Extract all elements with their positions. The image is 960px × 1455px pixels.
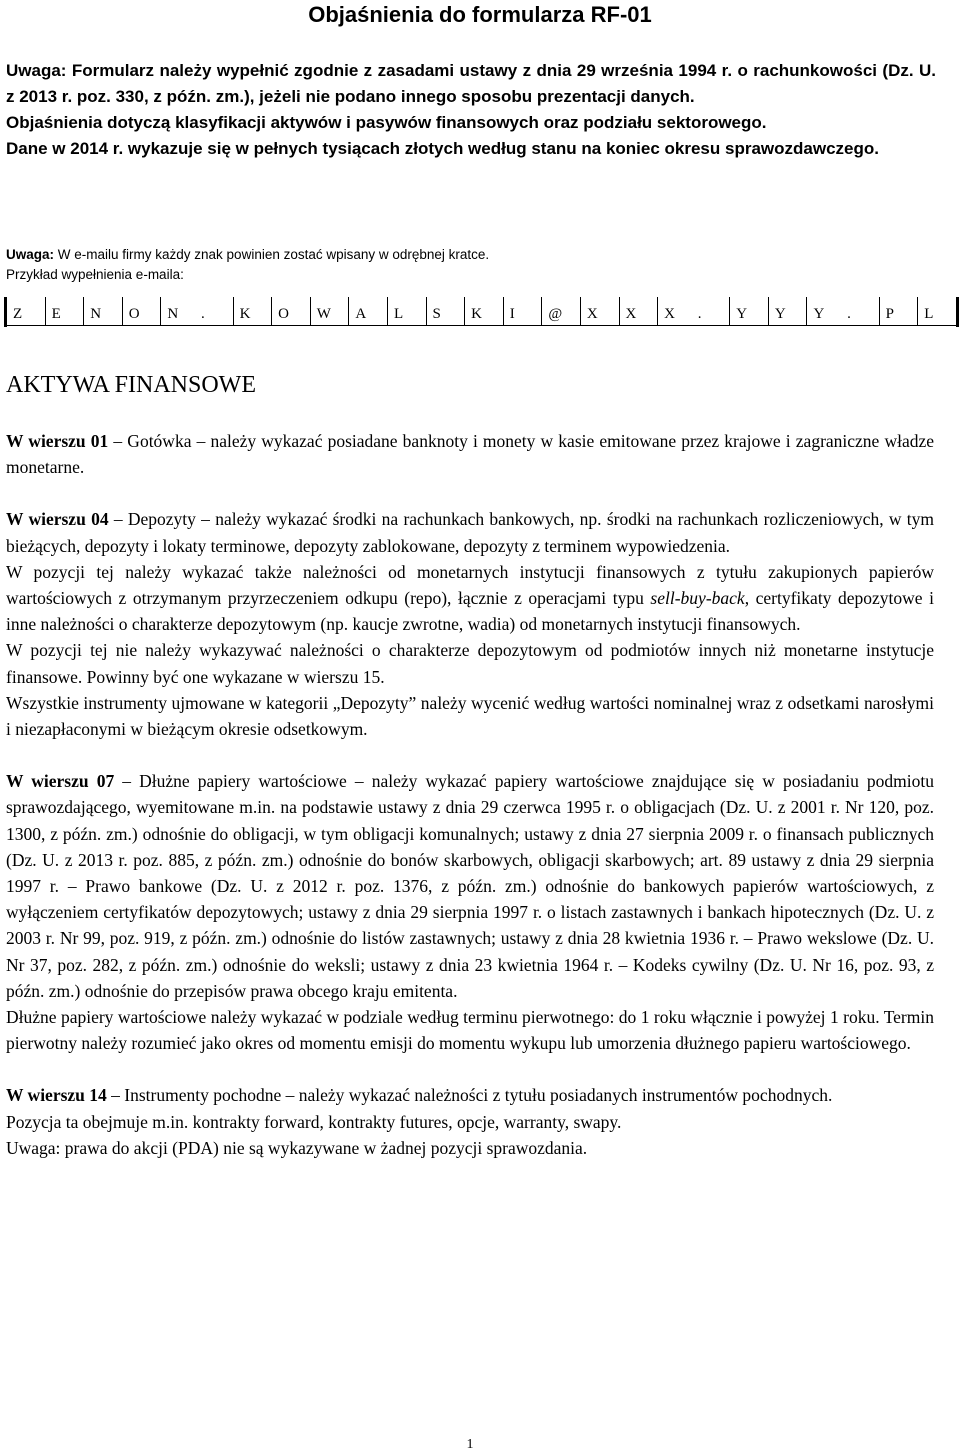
intro-paragraph: Objaśnienia dotyczą klasyfikacji aktywów i pasywów finansowych oraz podziału sektorowego. [6,113,767,132]
paragraph-row-07 [6,768,934,1004]
paragraph-row-01 [6,428,934,480]
row-text: – Depozyty – należy wykazać środki na rachunkach bankowych, np. środki na rachunkach rozliczeniowych, w tym bieżących, depozyty i lokaty terminowe, depozyty zablokowane, depozyty z terminem wypowiedzenia. [6,509,934,556]
note-label: Uwaga: [6,247,55,262]
email-char-cell: K [233,297,272,326]
email-example-grid [4,297,959,327]
email-char-cell: . [845,297,879,326]
paragraph-text: W pozycji tej należy wykazać także należności od monetarnych instytucji finansowych z tytułu zakupionych papierów wartościowych z otrzymanym przyrzeczeniem odkupu (repo), łącznie z operacjami typu [6,561,934,609]
email-char-cell: K [464,297,503,326]
email-char-cell: A [348,297,387,326]
paragraph: Wszystkie instrumenty ujmowane w kategorii „Depozyty” należy wycenić według wartości nominalnej wraz z odsetkami narosłymi i niezapłaconymi w bieżącym okresie odsetkowym. [6,692,934,740]
paragraph-text: , certyfikaty depozytowe i inne należności o charakterze depozytowym (np. kaucje zwrotne, wadia) od monetarnych instytucji finansowych. [6,588,934,635]
note-text: W e-mailu firmy każdy znak powinien zostać wpisany w odrębnej kratce. [54,247,490,262]
row-lead: W wierszu 04 [6,509,109,530]
email-char-cell: X [657,297,696,326]
row-lead: W wierszu 07 [6,771,115,792]
paragraph-row-14 [6,1082,934,1108]
paragraph: Pozycja ta obejmuje m.in. kontrakty forward, kontrakty futures, opcje, warranty, swapy. [6,1111,622,1132]
row-lead: W wierszu 14 [6,1085,107,1106]
email-note [6,245,936,285]
email-char-cell: Y [729,297,768,326]
email-char-cell: N [160,297,199,326]
section-heading: AKTYWA FINANSOWE [6,372,256,398]
page-title: Objaśnienia do formularza RF-01 [308,2,652,27]
row-lead: W wierszu 01 [6,431,109,451]
email-char-cell: L [387,297,426,326]
paragraph [6,559,934,638]
email-char-cell: W [310,297,349,326]
paragraph: W pozycji tej nie należy wykazywać należności o charakterze depozytowym od podmiotów innych niż monetarne instytucje finansowe. Powinny być one wykazane w wierszu 15. [6,640,934,687]
email-char-cell: S [426,297,465,326]
row-text: – Dłużne papiery wartościowe – należy wykazać papiery wartościowe znajdujące się w posiadaniu podmiotu sprawozdającego, wyemitowane m.in. na podstawie ustawy z dnia 29 czerwca 1995 r. o obligacjach (Dz. U. z 2001 r. Nr 120, poz. 1300, z późn. zm.) odnośnie do obligacji, w tym obligacji komunalnych; ustawy z dnia 27 sierpnia 2009 r. o finansach publicznych (Dz. U. z 2013 r. poz. 885, z późn. zm.) odnośnie do bonów skarbowych, obligacji skarbowych; art. 89 ustawy z dnia 29 sierpnia 1997 r. – Prawo bankowe (Dz. U. z 2012 r. poz. 1376, z późn. zm.) odnośnie do bankowych papierów wartościowych, z wyłączeniem certyfikatów depozytowych; ustawy z dnia 29 sierpnia 1997 r. o listach zastawnych i bankach hipotecznych (Dz. U. z 2003 r. Nr 99, poz. 919, z późn. zm.) odnośnie do listów zastawnych; ustawy z dnia 28 kwietnia 1936 r. – Prawo wekslowe (Dz. U. Nr 37, poz. 282, z późn. zm.) odnośnie do weksli; ustawy z dnia 23 kwietnia 1964 r. – Kodeks cywilny (Dz. U. Nr 16, poz. 93, z późn. zm.) odnośnie do przepisów prawa obcego kraju emitenta. [6,771,935,1001]
document-body [6,428,934,1161]
email-char-cell: Z [7,297,45,326]
email-char-cell: Y [768,297,807,326]
paragraph-row-04 [6,506,934,558]
email-char-cell: X [619,297,658,326]
intro-block [6,58,936,162]
paragraph: Dłużne papiery wartościowe należy wykazać w podziale według terminu pierwotnego: do 1 roku włącznie i powyżej 1 roku. Termin pierwotny należy rozumieć jako okres od momentu emisji do momentu wykupu lub umorzenia dłużnego papieru wartościowego. [6,1007,934,1054]
row-text: – Gotówka – należy wykazać posiadane banknoty i monety w kasie emitowane przez krajowe i zagraniczne władze monetarne. [6,431,935,478]
email-char-cell: Y [806,297,845,326]
email-char-cell: . [199,297,233,326]
email-char-cell: O [122,297,161,326]
italic-term: sell-buy-back [650,588,745,609]
email-char-cell: I [503,297,542,326]
intro-paragraph: Uwaga: Formularz należy wypełnić zgodnie z zasadami ustawy z dnia 29 września 1994 r. o rachunkowości (Dz. U. z 2013 r. poz. 330, z późn. zm.), jeżeli nie podano innego sposobu prezentacji danych. [6,61,936,106]
row-text: – Instrumenty pochodne – należy wykazać należności z tytułu posiadanych instrumentów pochodnych. [106,1085,833,1106]
email-char-cell: L [917,297,956,326]
email-char-cell: O [271,297,310,326]
note-example: Przykład wypełnienia e-maila: [6,267,184,282]
email-char-cell: N [83,297,122,326]
email-char-cell: E [45,297,84,326]
email-char-cell: @ [541,297,580,326]
email-char-cell: P [879,297,918,326]
page-number: 1 [466,1437,474,1452]
email-char-cell: X [580,297,619,326]
paragraph: Uwaga: prawa do akcji (PDA) nie są wykazywane w żadnej pozycji sprawozdania. [6,1137,588,1158]
intro-paragraph: Dane w 2014 r. wykazuje się w pełnych tysiącach złotych według stanu na koniec okresu sprawozdawczego. [6,139,879,158]
email-char-cell: . [696,297,730,326]
